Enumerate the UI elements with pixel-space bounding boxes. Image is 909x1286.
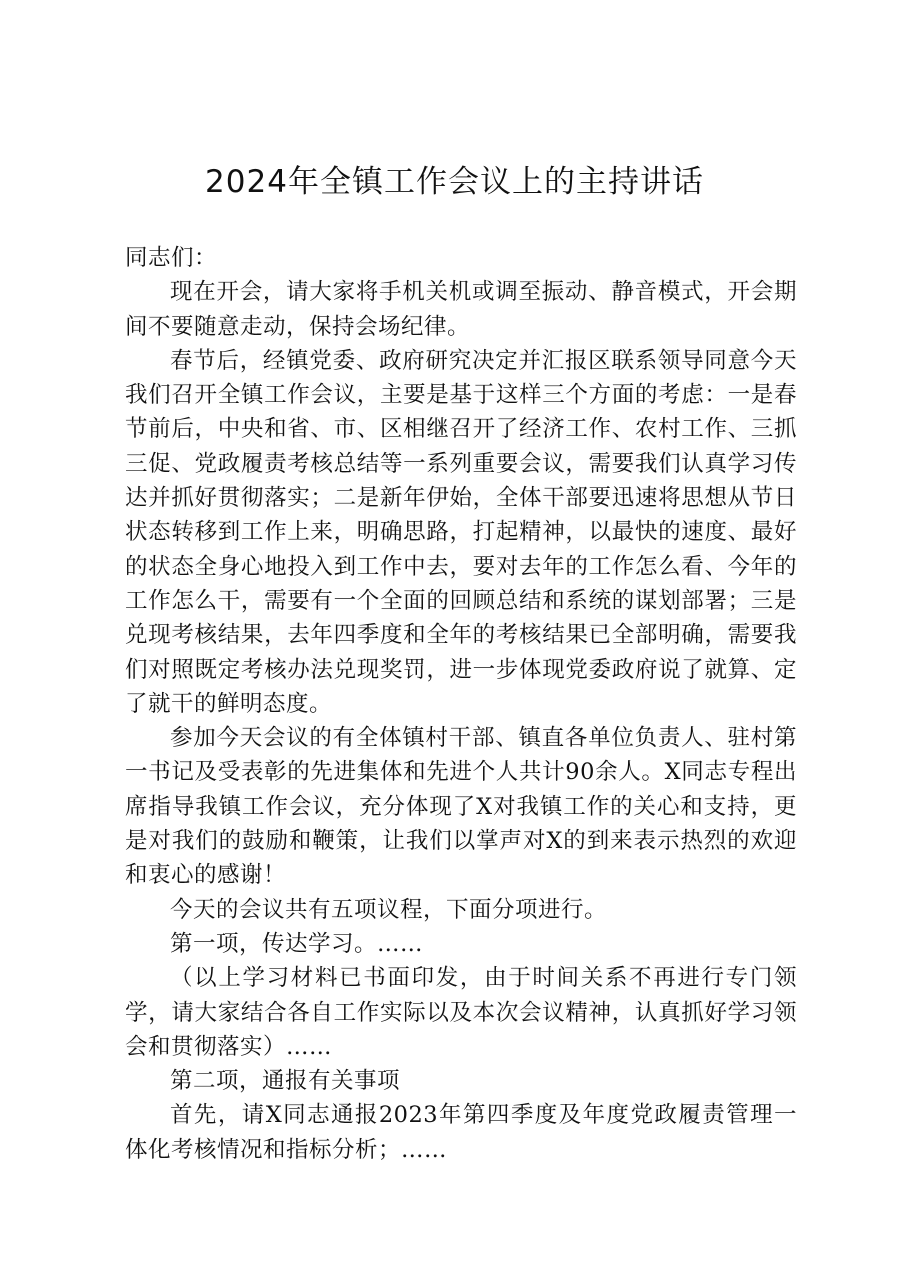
- paragraph-item-two: 第二项，通报有关事项: [170, 1068, 401, 1095]
- paragraph-attendees: 参加今天会议的有全体镇村干部、镇直各单位负责人、驻村第一书记及受表彰的先进集体和先进个人共计90余人。X同志专程出席指导我镇工作会议，充分体现了X对我镇工作的关心和支持，更是对我们的鼓励和鞭策，让我们以掌声对X的到来表示热烈的欢迎和衷心的感谢！: [125, 725, 797, 889]
- paragraph-report: 首先，请X同志通报2023年第四季度及年度党政履责管理一体化考核情况和指标分析；……: [125, 1102, 797, 1163]
- paragraph-opening: 现在开会，请大家将手机关机或调至振动、静音模式，开会期间不要随意走动，保持会场纪律。: [125, 279, 797, 340]
- paragraph-purpose: 春节后，经镇党委、政府研究决定并汇报区联系领导同意今天我们召开全镇工作会议，主要是基于这样三个方面的考虑：一是春节前后，中央和省、市、区相继召开了经济工作、农村工作、三抓三促、党政履责考核总结等一系列重要会议，需要我们认真学习传达并抓好贯彻落实；二是新年伊始，全体干部要迅速将思想从节日状态转移到工作上来，明确思路，打起精神，以最快的速度、最好的状态全身心地投入到工作中去，要对去年的工作怎么看、今年的工作怎么干，需要有一个全面的回顾总结和系统的谋划部署；三是兑现考核结果，去年四季度和全年的考核结果已全部明确，需要我们对照既定考核办法兑现奖罚，进一步体现党委政府说了就算、定了就干的鲜明态度。: [125, 347, 797, 717]
- salutation: 同志们：: [125, 245, 218, 271]
- document-body: [125, 241, 797, 1167]
- paragraph-agenda: 今天的会议共有五项议程，下面分项进行。: [170, 896, 608, 923]
- document-title: 2024年全镇工作会议上的主持讲话: [205, 164, 704, 200]
- paragraph-study-note: （以上学习材料已书面印发，由于时间关系不再进行专门领学，请大家结合各自工作实际以及本次会议精神，认真抓好学习领会和贯彻落实）……: [125, 965, 797, 1060]
- paragraph-item-one: 第一项，传达学习。……: [170, 930, 424, 957]
